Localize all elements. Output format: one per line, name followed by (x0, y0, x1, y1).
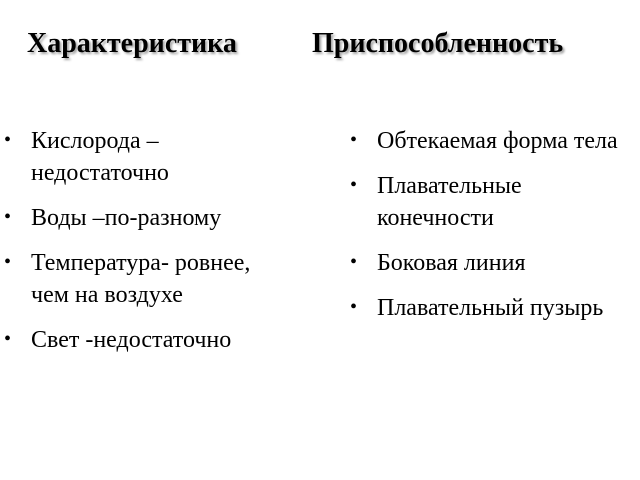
adaptations-list (350, 125, 635, 337)
list-item (350, 292, 635, 324)
bullet-icon: • (4, 328, 12, 350)
list-item (350, 125, 635, 157)
list-item-text: Температура- ровнее, чем на воздухе (31, 250, 251, 308)
list-item-text: Свет -недостаточно (31, 327, 232, 353)
list-item (350, 247, 635, 279)
list-item-text: Плавательный пузырь (377, 295, 604, 321)
list-item (4, 324, 294, 356)
column-heading-characteristic: Характеристика (27, 28, 237, 59)
bullet-icon: • (4, 251, 12, 273)
list-item (4, 202, 294, 234)
list-item-text: Кислорода – недостаточно (31, 128, 169, 186)
bullet-icon: • (350, 251, 358, 273)
characteristics-list (4, 125, 294, 369)
list-item (4, 247, 294, 311)
list-item-text: Плавательные конечности (377, 173, 522, 231)
column-heading-adaptation: Приспособленность (312, 28, 564, 59)
list-item (4, 125, 294, 189)
list-item-text: Обтекаемая форма тела (377, 128, 618, 154)
list-item (350, 170, 635, 234)
bullet-icon: • (4, 129, 12, 151)
bullet-icon: • (350, 296, 358, 318)
bullet-icon: • (350, 174, 358, 196)
bullet-icon: • (350, 129, 358, 151)
bullet-icon: • (4, 206, 12, 228)
list-item-text: Боковая линия (377, 250, 526, 276)
list-item-text: Воды –по-разному (31, 205, 222, 231)
